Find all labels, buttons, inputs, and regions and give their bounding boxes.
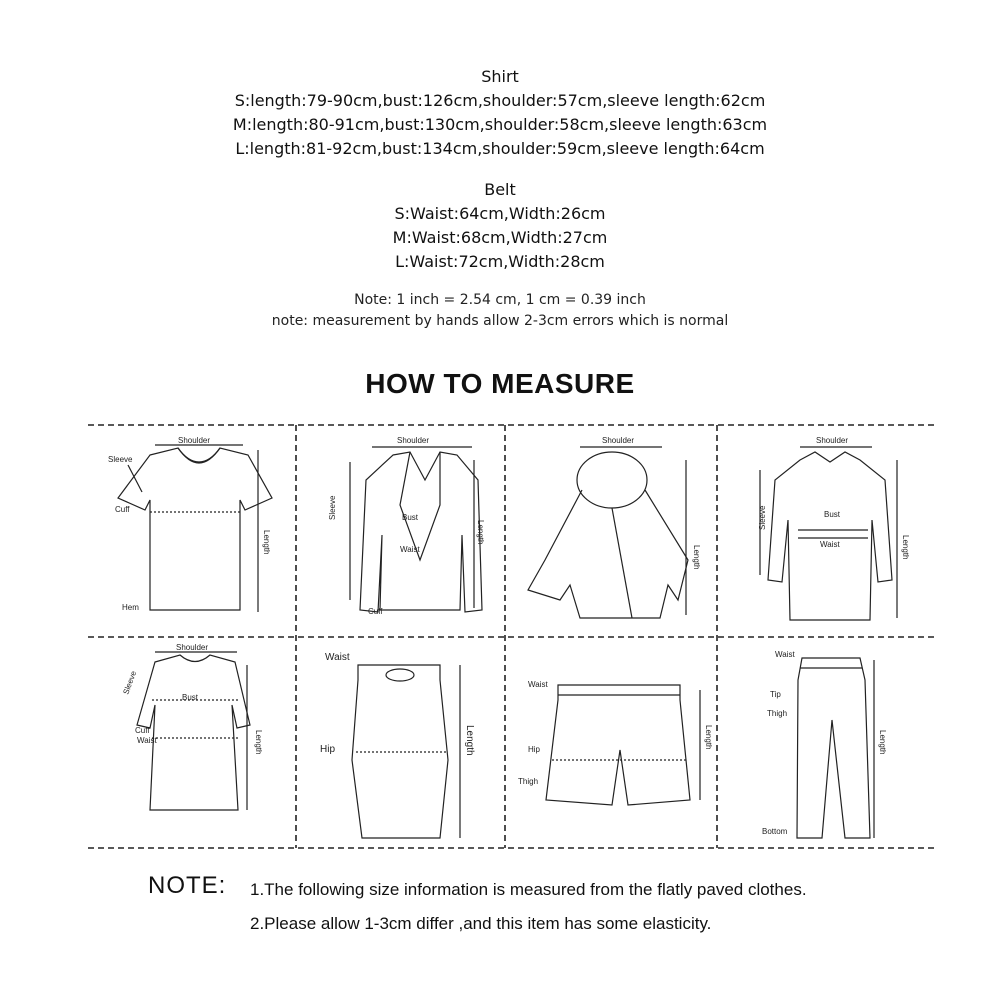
shorts-hip-label: Hip (528, 745, 541, 754)
tshirt-length-label: Length (262, 530, 271, 555)
skirt-hip-label: Hip (320, 744, 336, 755)
tshirt-hem-label: Hem (122, 603, 139, 612)
trousers-waist-label: Waist (775, 650, 795, 659)
blazer-waist-label: Waist (400, 545, 420, 554)
shirt-size-l: L:length:81-92cm,bust:134cm,shoulder:59cm,sleeve length:64cm (235, 139, 765, 158)
dress-waist-label: Waist (137, 736, 157, 745)
coat-sleeve-label: Sleeve (758, 505, 767, 530)
tshirt-diagram (118, 445, 272, 612)
blazer-shoulder-label: Shoulder (397, 436, 430, 445)
dress-shoulder-label: Shoulder (176, 643, 209, 652)
trousers-thigh-label: Thigh (767, 709, 788, 718)
cape-shoulder-label: Shoulder (602, 436, 635, 445)
shirt-title: Shirt (481, 67, 519, 86)
coat-length-label: Length (901, 535, 910, 560)
cape-length-label: Length (692, 545, 701, 570)
skirt-waist-label: Waist (325, 652, 350, 663)
dress-diagram (137, 652, 250, 810)
trousers-length-label: Length (878, 730, 887, 755)
shorts-waist-label: Waist (528, 680, 548, 689)
cape-diagram (528, 447, 688, 618)
shirt-size-m: M:length:80-91cm,bust:130cm,shoulder:58cm,sleeve length:63cm (232, 115, 768, 134)
blazer-bust-label: Bust (402, 513, 419, 522)
dress-length-label: Length (254, 730, 263, 755)
conversion-note: Note: 1 inch = 2.54 cm, 1 cm = 0.39 inch (354, 292, 646, 308)
belt-size-l: L:Waist:72cm,Width:28cm (395, 252, 605, 271)
grid-lines (88, 425, 935, 848)
coat-waist-label: Waist (820, 540, 840, 549)
trench-coat-diagram (760, 447, 897, 620)
how-to-measure-title: HOW TO MEASURE (365, 368, 635, 399)
belt-title: Belt (484, 180, 516, 199)
tshirt-shoulder-label: Shoulder (178, 436, 211, 445)
skirt-diagram (352, 665, 460, 838)
shirt-size-s: S:length:79-90cm,bust:126cm,shoulder:57cm,sleeve length:62cm (234, 91, 766, 110)
bottom-note-label: NOTE: (148, 872, 227, 899)
bottom-note-line-2: 2.Please allow 1-3cm differ ,and this item has some elasticity. (250, 914, 712, 933)
shorts-diagram (546, 685, 700, 805)
blazer-diagram (350, 447, 482, 612)
dress-cuff-label: Cuff (135, 726, 150, 735)
skirt-length-label: Length (464, 725, 475, 756)
dress-bust-label: Bust (182, 693, 199, 702)
shorts-length-label: Length (704, 725, 713, 750)
belt-size-s: S:Waist:64cm,Width:26cm (394, 204, 606, 223)
belt-size-m: M:Waist:68cm,Width:27cm (392, 228, 608, 247)
dress-sleeve-label: Sleeve (121, 669, 139, 696)
tshirt-cuff-label: Cuff (115, 505, 130, 514)
coat-bust-label: Bust (824, 510, 841, 519)
shorts-thigh-label: Thigh (518, 777, 539, 786)
blazer-cuff-label: Cuff (368, 607, 383, 616)
trousers-diagram (797, 658, 874, 838)
error-note: note: measurement by hands allow 2-3cm errors which is normal (271, 313, 729, 329)
coat-shoulder-label: Shoulder (816, 436, 849, 445)
tshirt-sleeve-label: Sleeve (108, 455, 133, 464)
blazer-length-label: Length (476, 520, 485, 545)
bottom-note-line-1: 1.The following size information is measured from the flatly paved clothes. (250, 880, 807, 899)
trousers-bottom-label: Bottom (762, 827, 788, 836)
blazer-sleeve-label: Sleeve (328, 495, 337, 520)
trousers-tip-label: Tip (770, 690, 781, 699)
